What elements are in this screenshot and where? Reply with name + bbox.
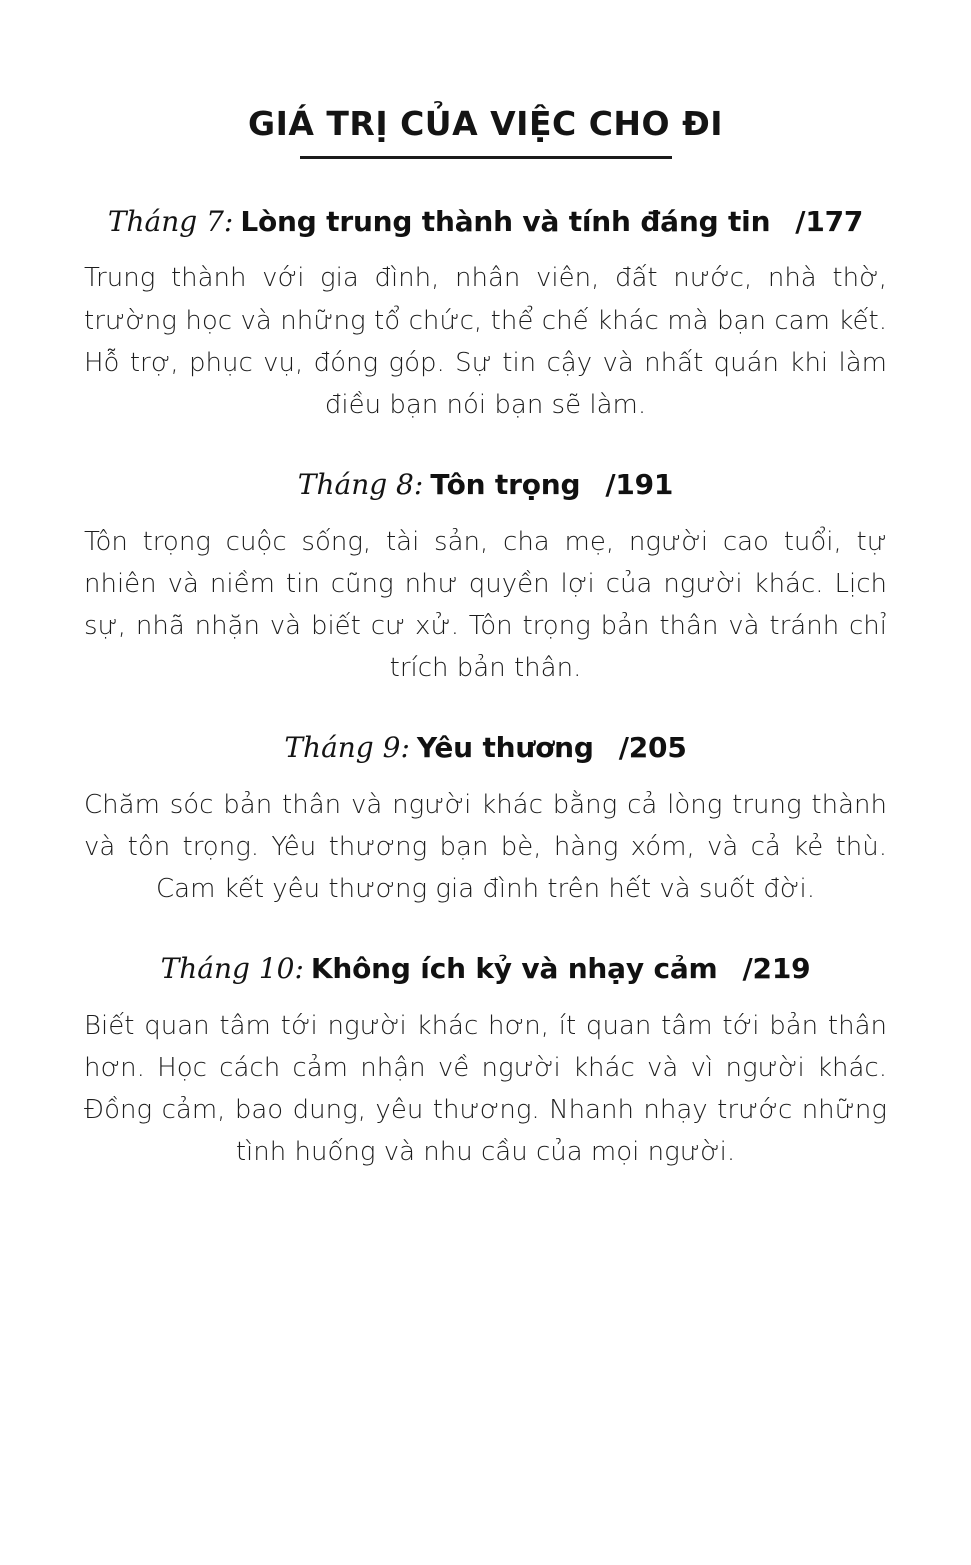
entry-month: Tháng 10: xyxy=(160,952,304,986)
entry-heading xyxy=(78,203,893,242)
entry-heading xyxy=(78,729,893,768)
toc-entry xyxy=(78,203,893,426)
entry-page-number: /191 xyxy=(605,467,674,501)
entry-month: Tháng 8: xyxy=(297,467,424,501)
entry-description: Tôn trọng cuộc sống, tài sản, cha mẹ, người cao tuổi, tự nhiên và niềm tin cũng như quyền lợi của người khác. Lịch sự, nhã nhặn và biết cư xử. Tôn trọng bản thân và tránh chỉ trích bản thân. xyxy=(84,526,887,683)
title-divider xyxy=(300,156,672,159)
entry-page-number: /205 xyxy=(618,731,687,765)
entry-page-number: /219 xyxy=(742,952,811,986)
entry-heading xyxy=(78,466,893,505)
toc-entry xyxy=(78,950,893,1173)
entry-description: Chăm sóc bản thân và người khác bằng cả lòng trung thành và tôn trọng. Yêu thương bạn bè, hàng xóm, và cả kẻ thù. Cam kết yêu thương gia đình trên hết và suốt đời. xyxy=(84,789,887,905)
title-block xyxy=(78,104,893,159)
page-title: GIÁ TRỊ CỦA VIỆC CHO ĐI xyxy=(248,104,723,143)
entry-month: Tháng 9: xyxy=(284,731,410,765)
entry-page-number: /177 xyxy=(795,204,864,238)
entry-name: Tôn trọng xyxy=(430,467,581,501)
entry-name: Lòng trung thành và tính đáng tin xyxy=(240,204,771,238)
toc-entry xyxy=(78,466,893,689)
entry-name: Yêu thương xyxy=(416,731,594,765)
entry-description: Biết quan tâm tới người khác hơn, ít quan tâm tới bản thân hơn. Học cách cảm nhận về người khác và vì người khác. Đồng cảm, bao dung, yêu thương. Nhanh nhạy trước những tình huống và nhu cầu của mọi người. xyxy=(84,1010,887,1168)
toc-entry xyxy=(78,729,893,910)
entry-name: Không ích kỷ và nhạy cảm xyxy=(310,952,718,986)
entry-month: Tháng 7: xyxy=(107,204,234,238)
entry-description: Trung thành với gia đình, nhân viên, đất nước, nhà thờ, trường học và những tổ chức, thể chế khác mà bạn cam kết. Hỗ trợ, phục vụ, đóng góp. Sự tin cậy và nhất quán khi làm điều bạn nói bạn sẽ làm. xyxy=(84,263,887,420)
entry-heading xyxy=(78,950,893,989)
